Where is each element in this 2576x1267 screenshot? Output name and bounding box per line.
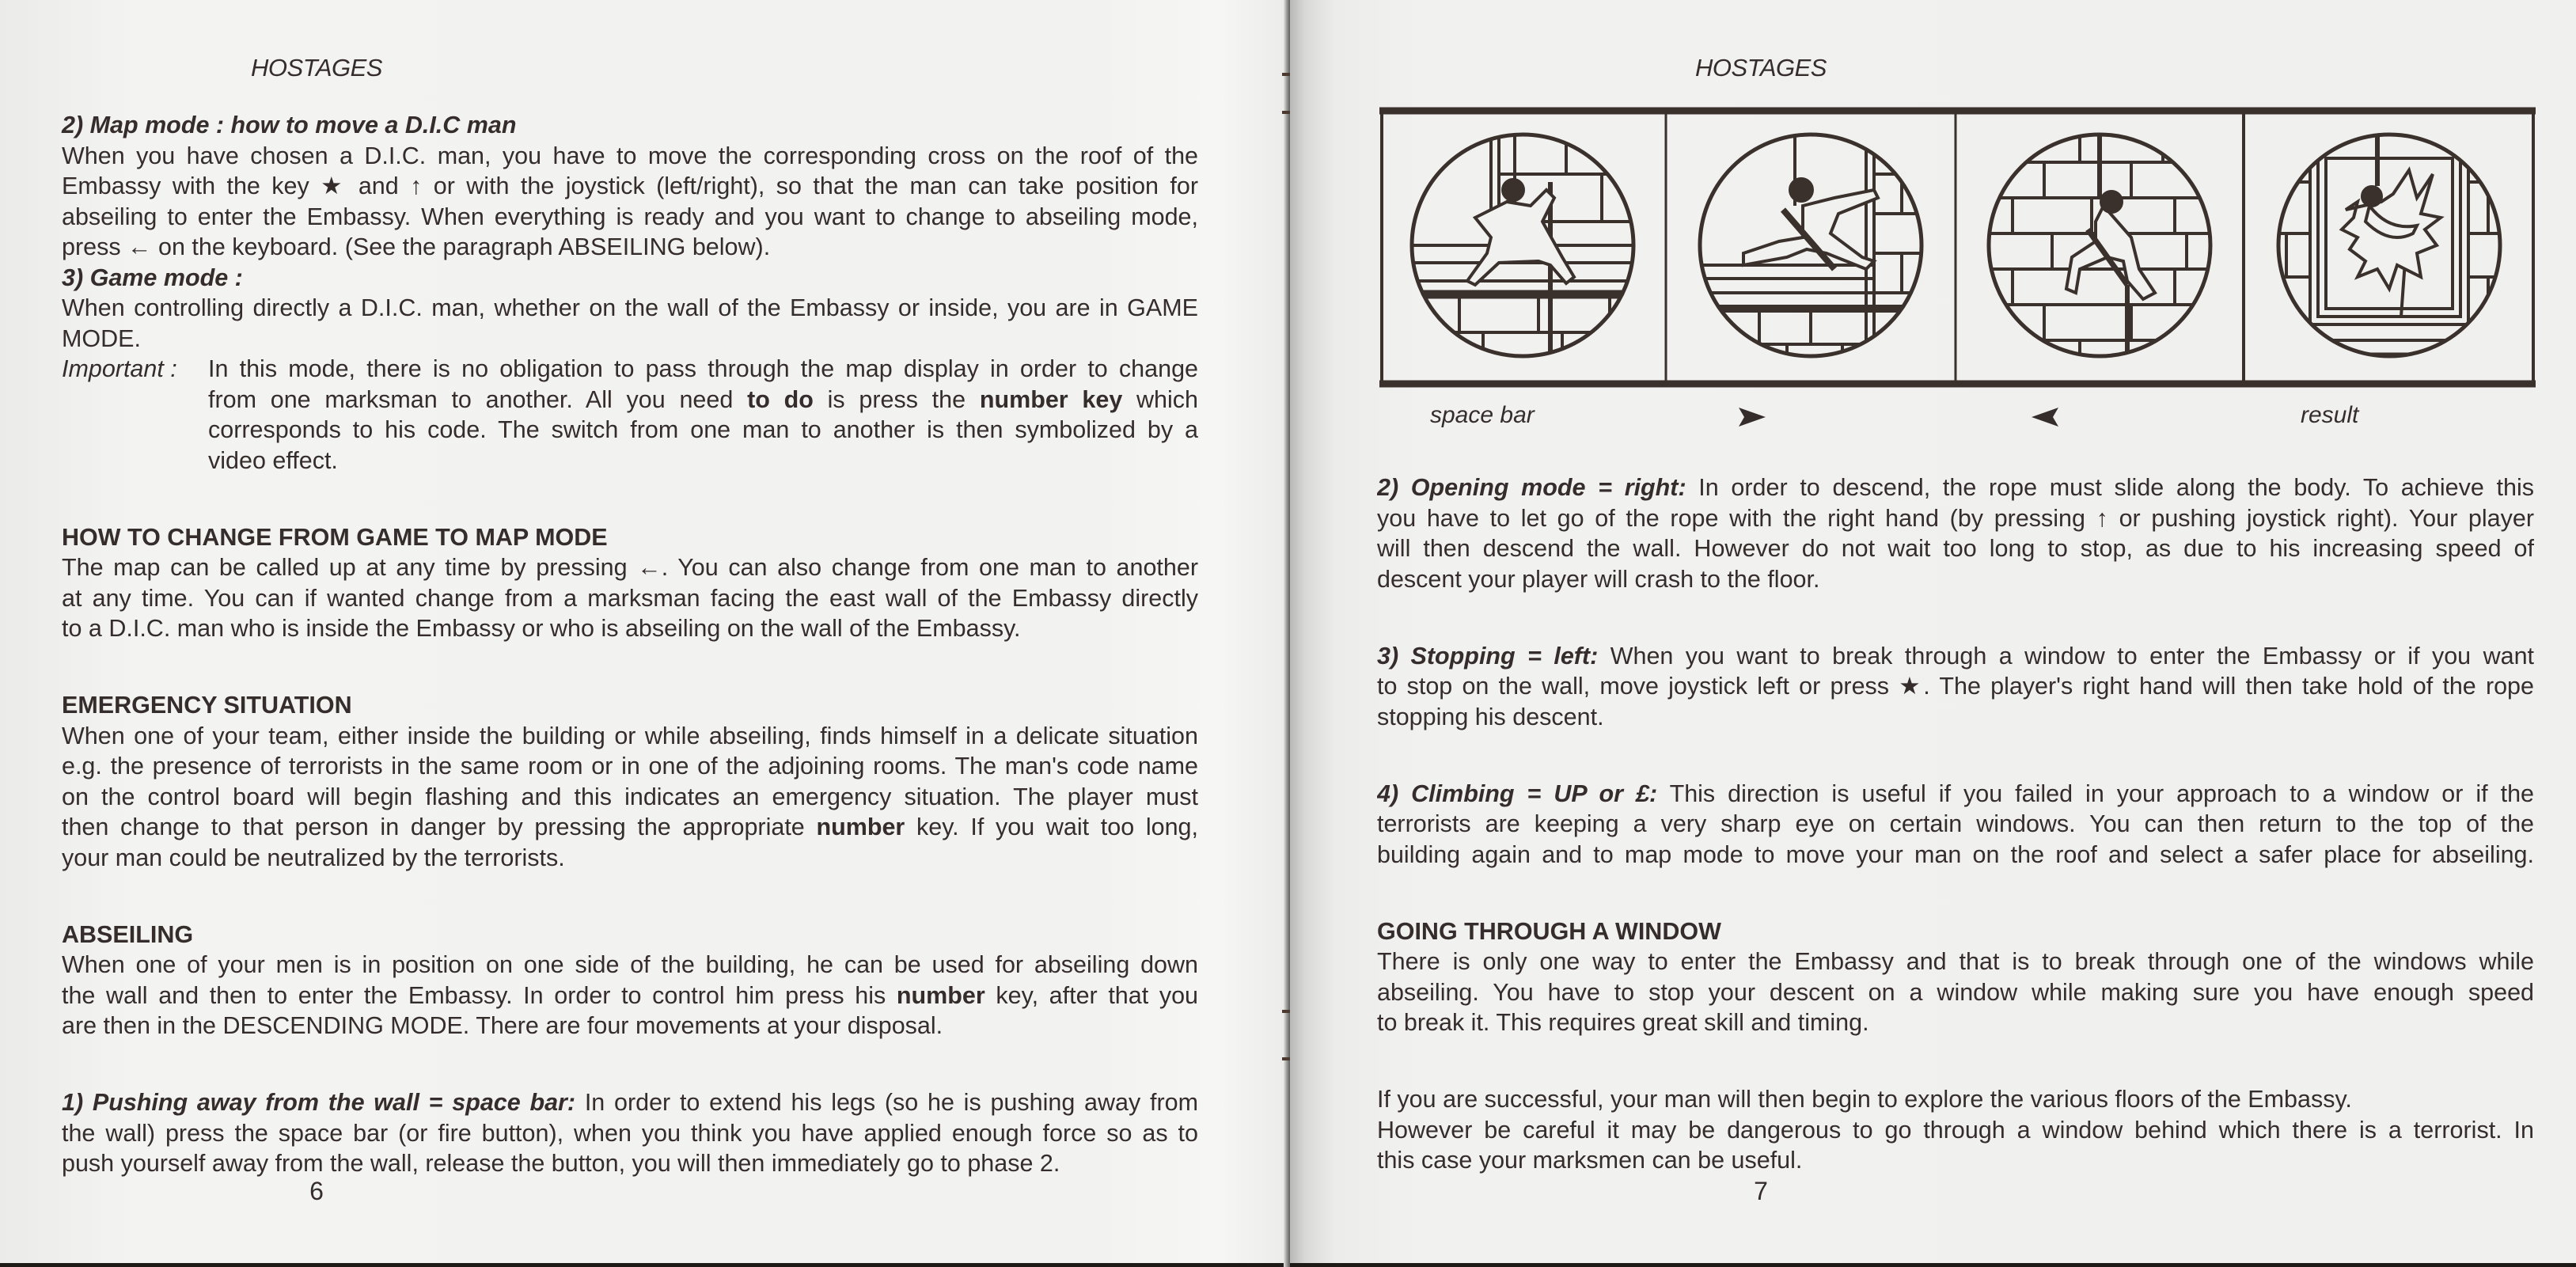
- paragraph-line: The map can be called up at any time by pressing ←. You can also change from one man to another: [62, 554, 1198, 581]
- window-breaking-illustration: [2271, 127, 2508, 356]
- stopping-line: [1377, 641, 2534, 672]
- bold-run: to do: [747, 385, 814, 413]
- paragraph-line: you have to let go of the rope with the right hand (by pressing ↑ or pushing joystick right). Your player: [1377, 504, 2534, 532]
- opening-label: 2) Opening mode = right:: [1377, 474, 1686, 501]
- game-mode-heading: 3) Game mode :: [62, 264, 243, 291]
- opening-line: [1377, 472, 2534, 503]
- page-number: 7: [1754, 1177, 1768, 1205]
- right-page: [1290, 0, 2576, 1263]
- paragraph-line: When you have chosen a D.I.C. man, you have to move the corresponding cross on the roof of the: [62, 142, 1198, 169]
- text-run: key, after that you: [984, 981, 1198, 1009]
- paragraph-line: the wall) press the space bar (or fire button), when you think you have applied enough force so as to: [62, 1119, 1198, 1147]
- paragraph-line: [62, 981, 1198, 1011]
- paragraph-line: terrorists are keeping a very sharp eye on certain windows. You can then return to the top of the: [1377, 810, 2534, 837]
- paragraph-line: Embassy with the key ★ and ↑ or with the joystick (left/right), so that the man can take position for: [62, 173, 1198, 199]
- right-page-text: [1377, 472, 2534, 1176]
- pushing-line: [62, 1087, 1198, 1118]
- abseiler-legs-extended-illustration: [1692, 127, 1929, 364]
- right-arrowhead-icon: [1739, 408, 1766, 427]
- stopping-label: 3) Stopping = left:: [1377, 642, 1599, 670]
- bold-run: number key: [979, 385, 1123, 413]
- text-run: In order to descend, the rope must slide along the body. To achieve this: [1686, 474, 2534, 501]
- abseiling-heading: ABSEILING: [62, 920, 194, 948]
- emergency-heading: EMERGENCY SITUATION: [62, 692, 352, 719]
- paragraph-line: to a D.I.C. man who is inside the Embassy or who is abseiling on the wall of the Embassy.: [62, 615, 1021, 642]
- left-arrowhead-icon: [2032, 408, 2058, 427]
- paragraph-line: When one of your men is in position on one side of the building, he can be used for abseiling down: [62, 951, 1198, 978]
- left-page: [0, 0, 1284, 1263]
- paragraph-line: There is only one way to enter the Embassy and that is to break through one of the windows while: [1377, 948, 2534, 975]
- paragraph-line: [62, 812, 1198, 843]
- paragraph-line: If you are successful, your man will then begin to explore the various floors of the Embassy.: [1377, 1086, 2352, 1113]
- paragraph-line: When controlling directly a D.I.C. man, whether on the wall of the Embassy or inside, you are in GAME: [62, 294, 1198, 321]
- paragraph-line: to break it. This requires great skill and timing.: [1377, 1009, 1869, 1036]
- page-number: 6: [309, 1177, 324, 1205]
- paragraph-line: However be careful it may be dangerous to go through a window behind which there is a terrorist. In: [1377, 1116, 2534, 1144]
- text-run: from one marksman to another. All you need: [208, 385, 748, 413]
- important-line: corresponds to his code. The switch from one man to another is then symbolized by a: [208, 416, 1198, 443]
- paragraph-line: stopping his descent.: [1377, 703, 1604, 730]
- running-head: HOSTAGES: [251, 54, 382, 82]
- paragraph-line: press ← on the keyboard. (See the paragraph ABSEILING below).: [62, 233, 771, 260]
- abseiler-pushing-off-wall-illustration: [1404, 127, 1641, 364]
- bold-run: number: [896, 981, 985, 1009]
- paragraph-line: to stop on the wall, move joystick left or press ★. The player's right hand will then take hold of the rope: [1377, 673, 2534, 700]
- climbing-line: [1377, 779, 2534, 810]
- paragraph-line: e.g. the presence of terrorists in the same room or in one of the adjoining rooms. The man's code name: [62, 753, 1198, 780]
- text-run: When you want to break through a window to enter the Embassy or if you want: [1598, 642, 2534, 670]
- important-line: [208, 385, 1198, 415]
- abseiler-descending-illustration: [1981, 127, 2218, 364]
- paragraph-line: on the control board will begin flashing and this indicates an emergency situation. The player must: [62, 783, 1198, 810]
- caption-result: result: [2301, 402, 2359, 428]
- text-run: which: [1122, 385, 1198, 413]
- paragraph-line: this case your marksmen can be useful.: [1377, 1147, 1803, 1174]
- abseiling-illustration-strip: [1379, 107, 2536, 388]
- text-run: the wall and then to enter the Embassy. In order to control him press his: [62, 981, 897, 1009]
- paragraph-line: are then in the DESCENDING MODE. There are four movements at your disposal.: [62, 1012, 943, 1039]
- text-run: is press the: [813, 385, 980, 413]
- paragraph-line: MODE.: [62, 324, 141, 352]
- paragraph-line: push yourself away from the wall, release the button, you will then immediately go to phase 2.: [62, 1150, 1060, 1177]
- text-run: then change to that person in danger by pressing the appropriate: [62, 814, 817, 840]
- paragraph-line: When one of your team, either inside the building or while abseiling, finds himself in a delicate situation: [62, 722, 1198, 749]
- map-mode-heading: 2) Map mode : how to move a D.I.C man: [62, 112, 517, 138]
- paragraph-line: your man could be neutralized by the terrorists.: [62, 844, 565, 871]
- left-page-text: [62, 110, 1198, 1179]
- change-mode-heading: HOW TO CHANGE FROM GAME TO MAP MODE: [62, 523, 608, 551]
- paragraph-line: abseiling to enter the Embassy. When everything is ready and you want to change to abseiling mode,: [62, 203, 1198, 230]
- running-head: HOSTAGES: [1695, 54, 1827, 82]
- important-label: Important :: [62, 355, 177, 382]
- text-run: In order to extend his legs (so he is pushing away from: [575, 1089, 1198, 1116]
- book-spine: [1284, 0, 1290, 1267]
- important-line: video effect.: [208, 446, 338, 474]
- bold-run: number: [816, 814, 905, 840]
- important-note: [62, 354, 1198, 476]
- paragraph-line: at any time. You can if wanted change from a marksman facing the east wall of the Embassy directly: [62, 584, 1198, 612]
- window-heading: GOING THROUGH A WINDOW: [1377, 917, 1721, 945]
- climbing-label: 4) Climbing = UP or £:: [1377, 780, 1658, 807]
- text-run: This direction is useful if you failed in your approach to a window or if the: [1657, 780, 2534, 807]
- caption-space-bar: space bar: [1430, 402, 1535, 428]
- pushing-label: 1) Pushing away from the wall = space bar:: [62, 1089, 576, 1116]
- text-run: key. If you wait too long,: [905, 814, 1198, 840]
- important-line: In this mode, there is no obligation to pass through the map display in order to change: [208, 355, 1198, 382]
- paragraph-line: building again and to map mode to move your man on the roof and select a safer place for abseiling.: [1377, 840, 2534, 868]
- paragraph-line: abseiling. You have to stop your descent on a window while making sure you have enough speed: [1377, 978, 2534, 1006]
- paragraph-line: will then descend the wall. However do not wait too long to stop, as due to his increasing speed of: [1377, 535, 2534, 562]
- paragraph-line: descent your player will crash to the floor.: [1377, 565, 1820, 593]
- illustration-frame: [1379, 107, 2536, 388]
